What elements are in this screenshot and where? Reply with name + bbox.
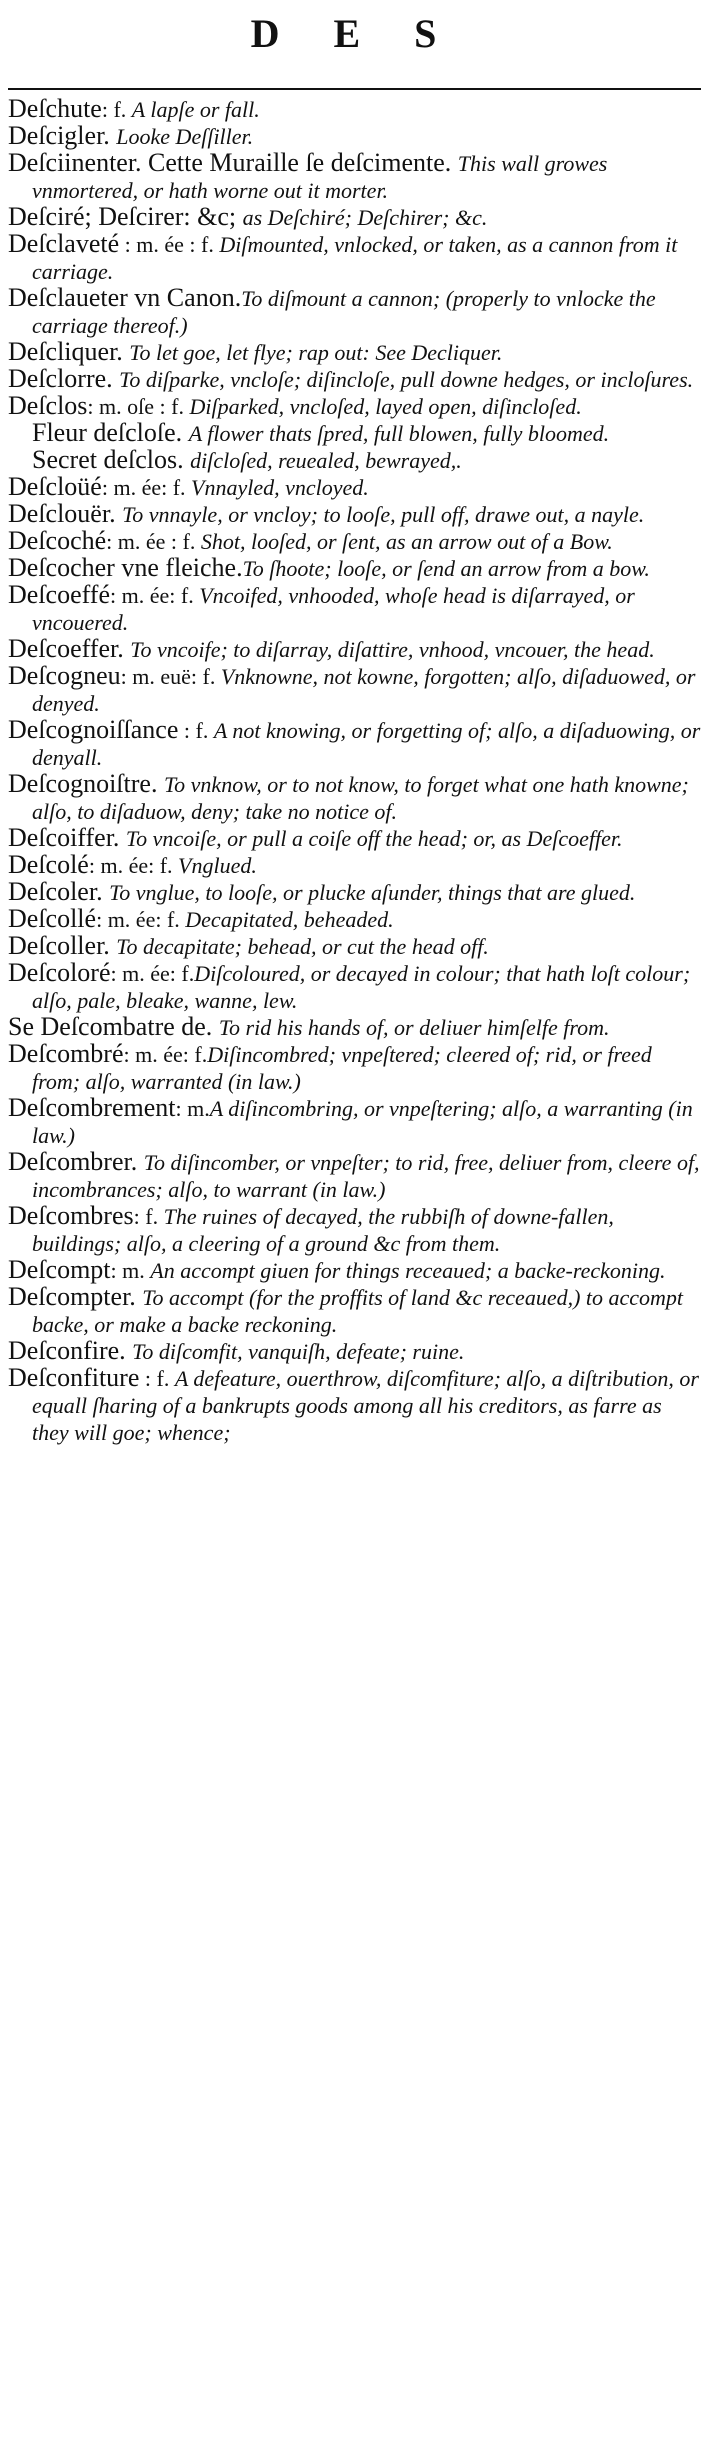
dictionary-entry [8, 1041, 701, 1095]
entry-definition: Diſparked, vncloſed, layed open, diſincloſed. [189, 394, 582, 419]
entry-headword: Deſcognoiſtre. [8, 769, 164, 798]
entry-definition: To vnglue, to looſe, or plucke aſunder, things that are glued. [109, 880, 636, 905]
entry-definition: To vncoiſe, or pull a coiſe off the head; or, as Deſcoeffer. [125, 826, 623, 851]
dictionary-entry [8, 501, 701, 528]
entry-definition: To ſhoote; looſe, or ſend an arrow from a bow. [242, 556, 650, 581]
entry-headword: Deſcompter. [8, 1282, 143, 1311]
dictionary-entry [8, 636, 701, 663]
entry-definition: To diſincomber, or vnpeſter; to rid, free, deliuer from, cleere of, incombrances; alſo, to warrant (in law.) [32, 1150, 700, 1202]
entry-headword: Deſcoller. [8, 931, 117, 960]
entry-headword: Deſcombré [8, 1039, 124, 1068]
dictionary-entry [8, 555, 701, 582]
entry-grammar: : m. [175, 1096, 210, 1121]
entry-definition: Vnknowne, not kowne, forgotten; alſo, diſaduowed, or denyed. [32, 664, 696, 716]
entry-headword: Deſclaveté [8, 229, 120, 258]
dictionary-entry [8, 717, 701, 771]
entry-grammar: : m. ée: f. [88, 853, 179, 878]
entry-headword: Deſcloüé [8, 472, 102, 501]
entry-definition: An accompt giuen for things receaued; a backe-reckoning. [150, 1258, 666, 1283]
entry-headword: Deſcocher vne fleiche. [8, 553, 243, 582]
entry-headword: Secret deſclos. [32, 445, 191, 474]
entry-definition: To vnknow, or to not know, to forget what one hath knowne; alſo, to diſaduow, deny; take no notice of. [32, 772, 689, 824]
entry-definition: diſcloſed, reuealed, bewrayed,. [190, 448, 462, 473]
entry-definition: To accompt (for the proffits of land &c receaued,) to accompt backe, or make a backe reckoning. [32, 1285, 684, 1337]
dictionary-entry [8, 474, 701, 501]
running-head: D E S [250, 10, 459, 56]
entry-grammar: : m. ée: f. [101, 475, 192, 500]
entry-grammar: : m. ée: f. [123, 1042, 208, 1067]
entry-headword: Deſcigler. [8, 121, 117, 150]
dictionary-entry [8, 366, 701, 393]
entry-definition: Diſmounted, vnlocked, or taken, as a cannon from it carriage. [32, 232, 678, 284]
entry-headword: Deſcogneu [8, 661, 121, 690]
entry-definition: This wall growes vnmortered, or hath worne out it morter. [32, 151, 608, 203]
dictionary-entry [8, 771, 701, 825]
dictionary-entry [8, 1257, 701, 1284]
dictionary-entry [8, 825, 701, 852]
entry-grammar: : f. [101, 97, 132, 122]
entry-headword: Se Deſcombatre de. [8, 1012, 219, 1041]
entry-headword: Deſcompt [8, 1255, 111, 1284]
entry-list [8, 96, 701, 1446]
dictionary-entry [8, 393, 701, 420]
dictionary-entry [8, 1365, 701, 1446]
dictionary-entry [8, 150, 701, 204]
entry-grammar: : m. ée: f. [110, 961, 195, 986]
entry-definition: To diſcomfit, vanquiſh, defeate; ruine. [132, 1339, 465, 1364]
entry-headword: Deſcoché [8, 526, 107, 555]
entry-headword: Deſcognoiſſance [8, 715, 179, 744]
dictionary-entry [8, 933, 701, 960]
header-rule [8, 88, 701, 90]
entry-headword: Deſcoler. [8, 877, 110, 906]
dictionary-entry [8, 1284, 701, 1338]
entry-grammar: : m. ée: f. [110, 583, 200, 608]
entry-definition: To diſparke, vncloſe; diſincloſe, pull downe hedges, or incloſures. [119, 367, 694, 392]
entry-definition: To diſmount a cannon; (properly to vnlocke the carriage thereof.) [32, 286, 656, 338]
entry-headword: Deſciré; Deſcirer: &c; [8, 202, 243, 231]
entry-grammar: : m. ée : f. [106, 529, 201, 554]
dictionary-entry [8, 231, 701, 285]
entry-headword: Deſconfire. [8, 1336, 133, 1365]
entry-headword: Deſchute [8, 94, 102, 123]
entry-headword: Deſcolé [8, 850, 89, 879]
entry-grammar: : m. ée : f. [119, 232, 220, 257]
entry-headword: Deſcollé [8, 904, 97, 933]
dictionary-entry [8, 339, 701, 366]
entry-headword: Deſcoiffer. [8, 823, 126, 852]
entry-headword: Deſclorre. [8, 364, 120, 393]
entry-definition: Looke Deſſiller. [116, 124, 254, 149]
entry-headword: Deſclouër. [8, 499, 123, 528]
entry-definition: A defeature, ouerthrow, diſcomfiture; alſo, a diſtribution, or equall ſharing of a bankrupts goods among all his creditors, as farre as they will goe; whence; [32, 1366, 699, 1445]
dictionary-entry [8, 582, 701, 636]
dictionary-entry [8, 1014, 701, 1041]
dictionary-entry [8, 852, 701, 879]
entry-headword: Deſclos [8, 391, 88, 420]
entry-grammar: : f. [178, 718, 214, 743]
entry-definition: To vncoife; to diſarray, diſattire, vnhood, vncouer, the head. [130, 637, 655, 662]
dictionary-entry [8, 528, 701, 555]
entry-headword: Deſconfiture [8, 1363, 140, 1392]
dictionary-entry [8, 447, 701, 474]
entry-headword: Deſcoeffer. [8, 634, 131, 663]
entry-headword: Deſclaueter vn Canon. [8, 283, 242, 312]
entry-definition: Diſcoloured, or decayed in colour; that hath loſt colour; alſo, pale, bleake, wanne, lew. [32, 961, 691, 1013]
entry-headword: Deſcoloré [8, 958, 111, 987]
dictionary-entry [8, 960, 701, 1014]
entry-definition: A diſincombring, or vnpeſtering; alſo, a warranting (in law.) [32, 1096, 693, 1148]
dictionary-entry [8, 879, 701, 906]
dictionary-entry [8, 663, 701, 717]
entry-headword: Fleur deſcloſe. [32, 418, 189, 447]
dictionary-entry [8, 285, 701, 339]
entry-grammar: : m. [110, 1258, 151, 1283]
entry-grammar: : m. ée: f. [96, 907, 186, 932]
entry-definition: To let goe, let flye; rap out: See Decliquer. [129, 340, 503, 365]
entry-definition: To vnnayle, or vncloy; to looſe, pull off, drawe out, a nayle. [122, 502, 645, 527]
entry-definition: Diſincombred; vnpeſtered; cleered of; rid, or freed from; alſo, warranted (in law.) [32, 1042, 652, 1094]
entry-grammar: : f. [139, 1366, 175, 1391]
entry-headword: Deſciinenter. Cette Muraille ſe deſcimente. [8, 148, 458, 177]
entry-definition: as Deſchiré; Deſchirer; &c. [242, 205, 488, 230]
entry-definition: To decapitate; behead, or cut the head off. [116, 934, 489, 959]
entry-headword: Deſcliquer. [8, 337, 130, 366]
dictionary-entry [8, 1203, 701, 1257]
dictionary-entry [8, 906, 701, 933]
entry-headword: Deſcombrer. [8, 1147, 144, 1176]
entry-definition: Vnnayled, vncloyed. [191, 475, 369, 500]
entry-definition: Vnglued. [178, 853, 257, 878]
entry-grammar: : f. [133, 1204, 164, 1229]
entry-definition: A lapſe or fall. [131, 97, 260, 122]
dictionary-entry [8, 123, 701, 150]
entry-definition: Vncoifed, vnhooded, whoſe head is diſarrayed, or vncouered. [32, 583, 635, 635]
dictionary-entry [8, 1338, 701, 1365]
entry-definition: A flower thats ſpred, full blowen, fully bloomed. [188, 421, 610, 446]
entry-definition: A not knowing, or forgetting of; alſo, a diſaduowing, or denyall. [32, 718, 701, 770]
dictionary-entry [8, 96, 701, 123]
dictionary-entry [8, 1095, 701, 1149]
entry-definition: The ruines of decayed, the rubbiſh of downe-fallen, buildings; alſo, a cleering of a ground &c from them. [32, 1204, 614, 1256]
entry-definition: To rid his hands of, or deliuer himſelfe from. [218, 1015, 610, 1040]
dictionary-entry [8, 1149, 701, 1203]
entry-headword: Deſcoeffé [8, 580, 111, 609]
dictionary-entry [8, 204, 701, 231]
entry-definition: Shot, looſed, or ſent, as an arrow out of a Bow. [200, 529, 613, 554]
entry-definition: Decapitated, beheaded. [185, 907, 394, 932]
entry-grammar: : m. oſe : f. [87, 394, 190, 419]
entry-headword: Deſcombres [8, 1201, 134, 1230]
dictionary-entry [8, 420, 701, 447]
entry-headword: Deſcombrement [8, 1093, 176, 1122]
entry-grammar: : m. euë: f. [120, 664, 221, 689]
